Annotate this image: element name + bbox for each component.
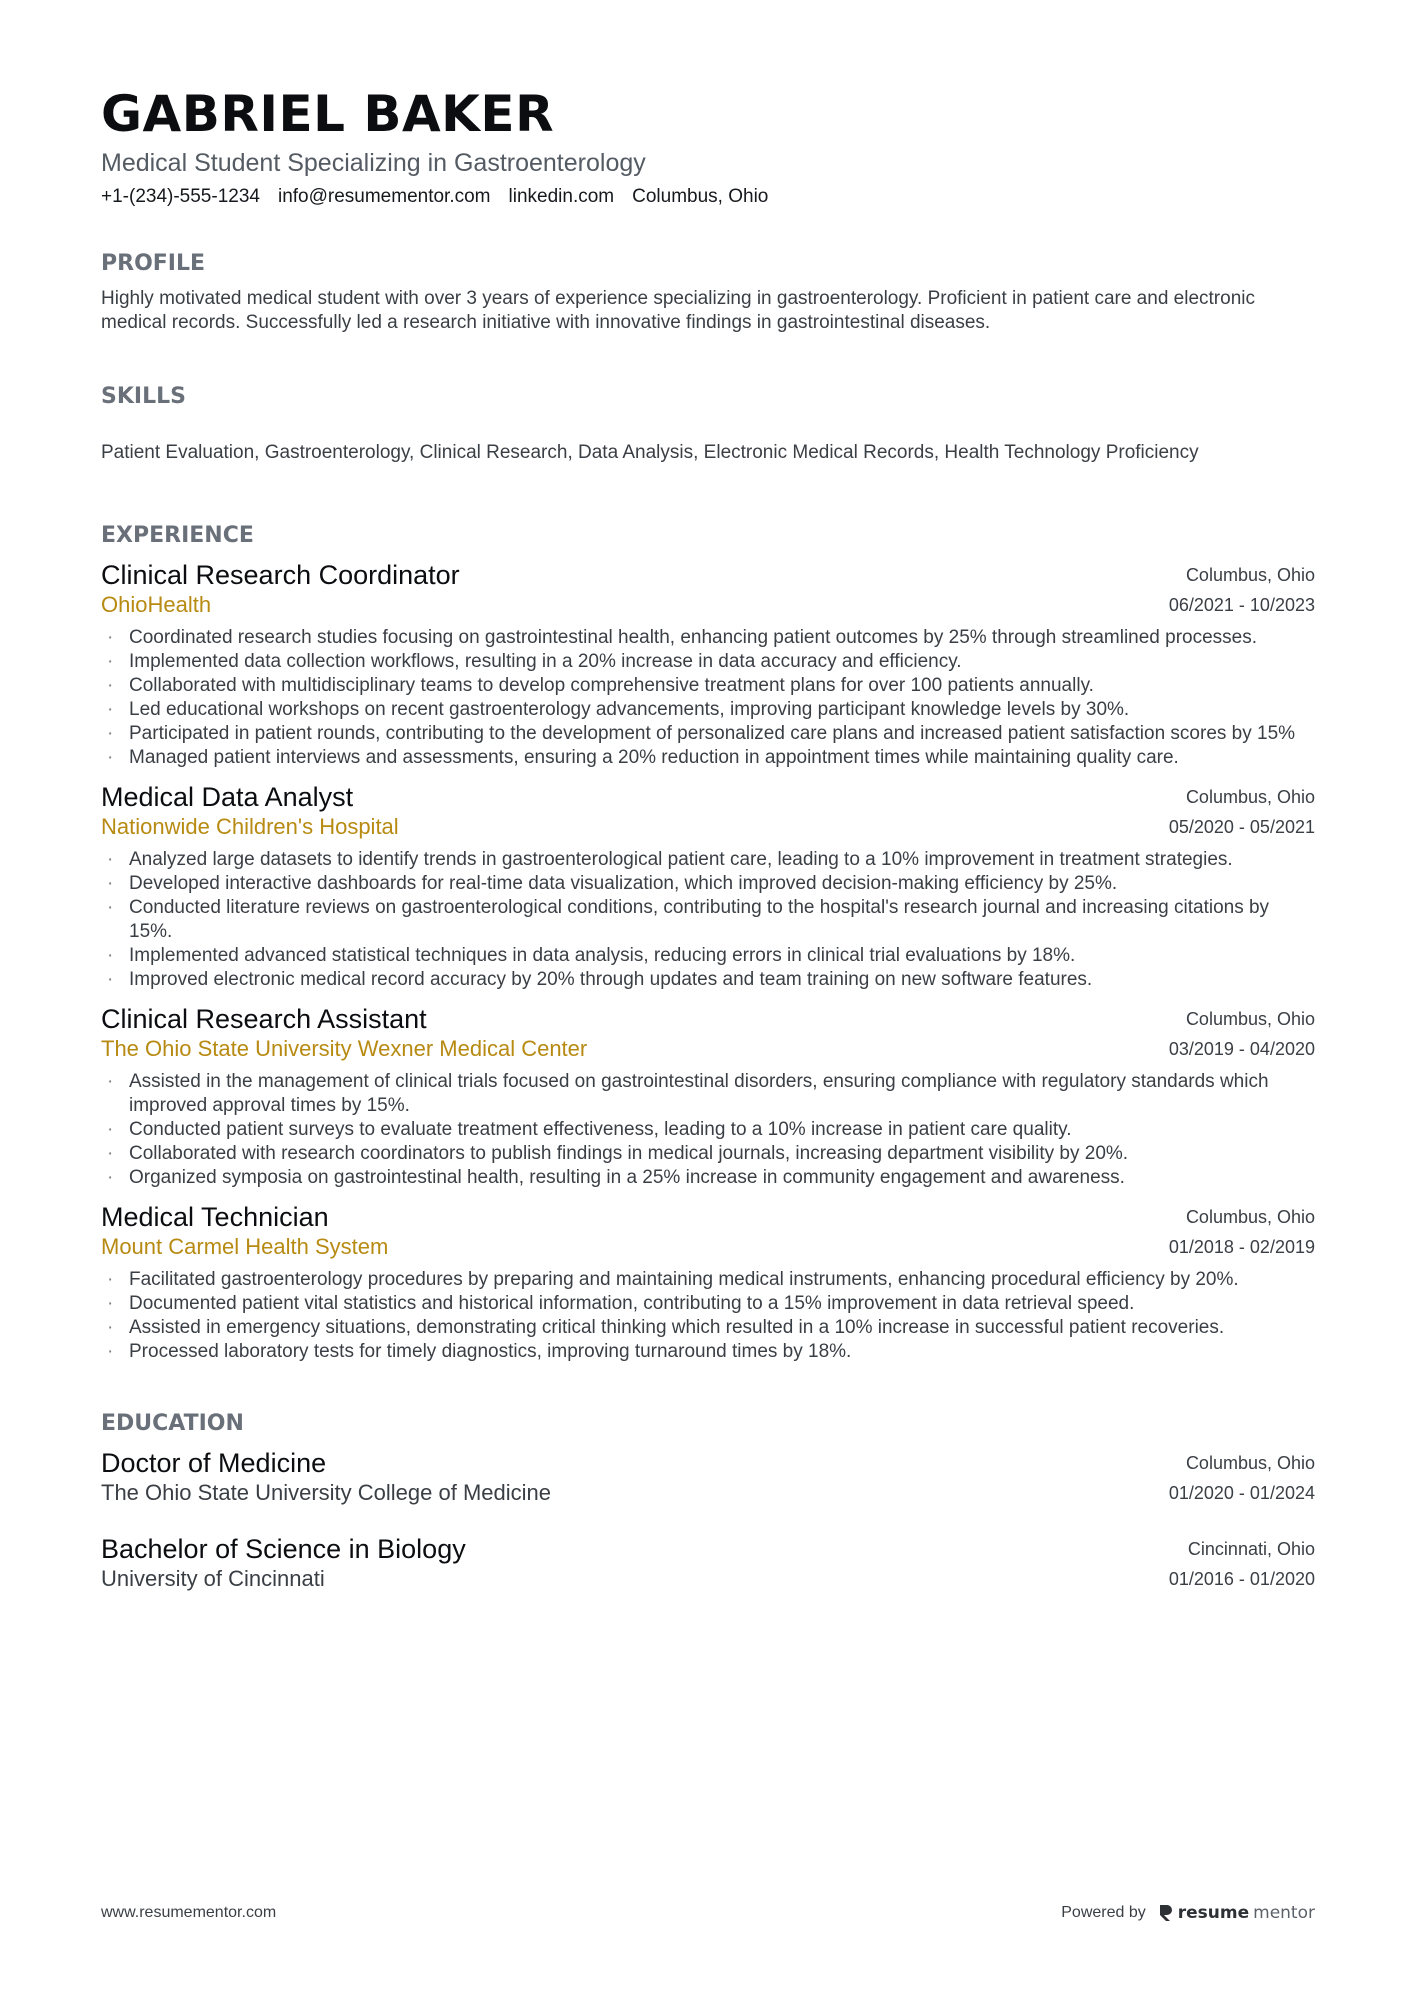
profile-text: Highly motivated medical student with over 3 years of experience specializing in gastroenterology. Proficient in patient care and electronic medical records. Successfully led a research initiative with innovative findings in gastrointestinal diseases. (101, 288, 1255, 333)
experience-entry (101, 782, 1315, 992)
degree-title: Doctor of Medicine (101, 1448, 327, 1478)
contact-email[interactable]: info@resumementor.com (277, 186, 491, 207)
bullet-item: · Participated in patient rounds, contributing to the development of personalized care plans and increased patient satisfaction scores by 15% (101, 722, 1315, 746)
education-section (101, 1410, 1315, 1594)
company-name: Nationwide Children's Hospital (101, 814, 399, 839)
job-dates: 01/2018 - 02/2019 (1168, 1237, 1315, 1257)
job-bullets (101, 848, 1315, 992)
job-title: Medical Technician (101, 1202, 329, 1232)
bullet-item: · Coordinated research studies focusing on gastrointestinal health, enhancing patient outcomes by 25% through streamlined processes. (101, 626, 1315, 650)
education-dates: 01/2016 - 01/2020 (1168, 1569, 1315, 1589)
job-location: Columbus, Ohio (1185, 1009, 1315, 1029)
brand-text-bold: resume (1177, 1903, 1250, 1923)
entry-header (101, 1534, 1315, 1594)
bullet-item: · Developed interactive dashboards for real-time data visualization, which improved decision-making efficiency by 25%. (101, 872, 1315, 896)
job-bullets (101, 626, 1315, 770)
entry-header (101, 782, 1315, 842)
contact-linkedin[interactable]: linkedin.com (508, 186, 615, 207)
job-bullets (101, 1268, 1315, 1364)
experience-entry (101, 1004, 1315, 1190)
entry-header (101, 1202, 1315, 1262)
bullet-item: · Led educational workshops on recent gastroenterology advancements, improving participant knowledge levels by 30%. (101, 698, 1315, 722)
job-location: Columbus, Ohio (1185, 565, 1315, 585)
bullet-item: · Conducted literature reviews on gastroenterological conditions, contributing to the hospital's research journal and increasing citations by 15%. (101, 896, 1315, 944)
powered-by-label: Powered by (1061, 1904, 1146, 1921)
education-entry (101, 1534, 1315, 1594)
contact-phone: +1-(234)-555-1234 (101, 186, 260, 207)
section-title-experience: EXPERIENCE (101, 523, 254, 548)
page-footer (101, 1903, 1315, 1923)
education-dates: 01/2020 - 01/2024 (1168, 1483, 1315, 1503)
bullet-item: · Improved electronic medical record accuracy by 20% through updates and team training on new software features. (101, 968, 1315, 992)
contact-location: Columbus, Ohio (632, 186, 769, 207)
experience-section (101, 522, 1315, 1364)
footer-website[interactable]: www.resumementor.com (101, 1904, 277, 1921)
job-dates: 06/2021 - 10/2023 (1168, 595, 1315, 615)
job-title: Medical Data Analyst (101, 782, 354, 812)
bullet-item: · Analyzed large datasets to identify trends in gastroenterological patient care, leading to a 10% improvement in treatment strategies. (101, 848, 1315, 872)
bullet-item: · Managed patient interviews and assessments, ensuring a 20% reduction in appointment times while maintaining quality care. (101, 746, 1315, 770)
section-title-profile: PROFILE (101, 251, 206, 276)
brand-mark-icon (1158, 1903, 1174, 1923)
experience-entry (101, 560, 1315, 770)
entry-header (101, 560, 1315, 620)
skills-text: Patient Evaluation, Gastroenterology, Clinical Research, Data Analysis, Electronic Medical Records, Health Technology Proficiency (101, 442, 1199, 463)
candidate-name: GABRIEL BAKER (101, 85, 555, 143)
bullet-item: · Documented patient vital statistics and historical information, contributing to a 15% improvement in data retrieval speed. (101, 1292, 1315, 1316)
brand-logo[interactable] (1158, 1903, 1315, 1923)
bullet-item: · Implemented advanced statistical techniques in data analysis, reducing errors in clinical trial evaluations by 18%. (101, 944, 1315, 968)
bullet-item: · Assisted in the management of clinical trials focused on gastrointestinal disorders, ensuring compliance with regulatory standards which improved approval times by 15%. (101, 1070, 1315, 1118)
job-title: Clinical Research Assistant (101, 1004, 427, 1034)
candidate-title: Medical Student Specializing in Gastroenterology (101, 149, 646, 177)
school-name: University of Cincinnati (101, 1566, 325, 1591)
bullet-item: · Assisted in emergency situations, demonstrating critical thinking which resulted in a 10% increase in successful patient recoveries. (101, 1316, 1315, 1340)
brand-text-light: mentor (1253, 1903, 1315, 1923)
job-bullets (101, 1070, 1315, 1190)
bullet-item: · Collaborated with research coordinators to publish findings in medical journals, increasing department visibility by 20%. (101, 1142, 1315, 1166)
job-dates: 03/2019 - 04/2020 (1168, 1039, 1315, 1059)
experience-entry (101, 1202, 1315, 1364)
resume-content (101, 82, 1315, 1594)
school-name: The Ohio State University College of Medicine (101, 1480, 551, 1505)
degree-title: Bachelor of Science in Biology (101, 1534, 466, 1564)
entry-header (101, 1004, 1315, 1064)
job-location: Columbus, Ohio (1185, 787, 1315, 807)
contact-line (101, 184, 1315, 210)
company-name: Mount Carmel Health System (101, 1234, 389, 1259)
profile-section (101, 250, 1315, 335)
education-entry (101, 1448, 1315, 1508)
bullet-item: · Collaborated with multidisciplinary teams to develop comprehensive treatment plans for over 100 patients annually. (101, 674, 1315, 698)
job-title: Clinical Research Coordinator (101, 560, 460, 590)
powered-by (1061, 1903, 1315, 1923)
skills-section (101, 383, 1315, 465)
bullet-item: · Processed laboratory tests for timely diagnostics, improving turnaround times by 18%. (101, 1340, 1315, 1364)
bullet-item: · Implemented data collection workflows, resulting in a 20% increase in data accuracy and efficiency. (101, 650, 1315, 674)
section-title-skills: SKILLS (101, 384, 186, 409)
bullet-item: · Conducted patient surveys to evaluate treatment effectiveness, leading to a 10% increase in patient care quality. (101, 1118, 1315, 1142)
job-dates: 05/2020 - 05/2021 (1168, 817, 1315, 837)
job-location: Columbus, Ohio (1185, 1207, 1315, 1227)
bullet-item: · Organized symposia on gastrointestinal health, resulting in a 25% increase in community engagement and awareness. (101, 1166, 1315, 1190)
bullet-item: · Facilitated gastroenterology procedures by preparing and maintaining medical instruments, enhancing procedural efficiency by 20%. (101, 1268, 1315, 1292)
company-name: The Ohio State University Wexner Medical Center (101, 1036, 588, 1061)
school-location: Cincinnati, Ohio (1187, 1539, 1315, 1559)
company-name: OhioHealth (101, 592, 212, 617)
resume-header (101, 82, 1315, 210)
school-location: Columbus, Ohio (1185, 1453, 1315, 1473)
section-title-education: EDUCATION (101, 1411, 244, 1436)
entry-header (101, 1448, 1315, 1508)
